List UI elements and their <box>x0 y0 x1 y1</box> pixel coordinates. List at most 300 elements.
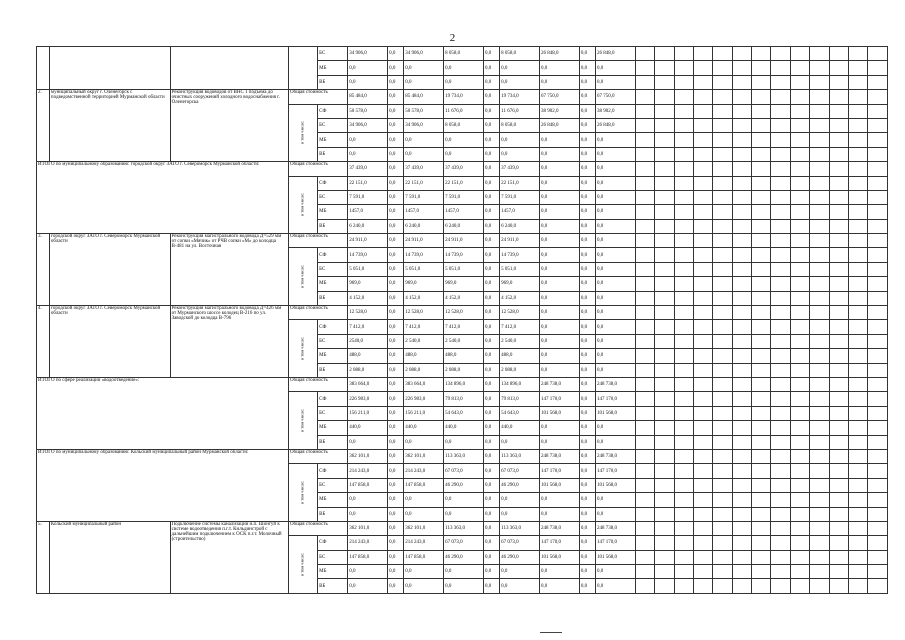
value-cell: 0,0 <box>579 47 595 61</box>
value-cell: 0,0 <box>483 205 499 219</box>
empty-cell <box>810 320 829 334</box>
empty-cell <box>752 377 771 391</box>
empty-cell <box>848 406 867 420</box>
empty-cell <box>868 47 888 61</box>
empty-cell <box>713 550 732 564</box>
empty-cell <box>868 435 888 449</box>
table-row-total <box>37 306 888 320</box>
value-cell: 46 290,0 <box>500 550 540 564</box>
funding-source-code: ВБ <box>318 291 348 305</box>
empty-cell <box>674 493 693 507</box>
empty-cell <box>713 421 732 435</box>
empty-cell <box>790 320 809 334</box>
value-cell: 0,0 <box>483 493 499 507</box>
empty-cell <box>693 435 712 449</box>
value-cell: 362 101,0 <box>348 449 388 463</box>
value-cell: 67 750,0 <box>539 90 579 104</box>
empty-cell <box>829 406 848 420</box>
empty-cell <box>868 536 888 550</box>
value-cell: 0,0 <box>388 190 404 204</box>
municipality-name: городской округ ЗАТО г. Североморск Мурманской области <box>49 306 170 378</box>
empty-cell <box>752 421 771 435</box>
empty-cell <box>674 349 693 363</box>
value-cell: 226 983,0 <box>404 392 444 406</box>
empty-cell <box>713 176 732 190</box>
value-cell: 0,0 <box>483 550 499 564</box>
in-that-number-label <box>289 320 318 378</box>
empty-cell <box>752 565 771 579</box>
empty-cell <box>810 435 829 449</box>
empty-cell <box>810 234 829 248</box>
value-cell: 101 568,0 <box>539 406 579 420</box>
empty-cell <box>655 176 674 190</box>
empty-cell <box>693 118 712 132</box>
table-row-total <box>37 162 888 176</box>
value-cell: 0,0 <box>539 565 579 579</box>
empty-cell <box>732 205 751 219</box>
empty-cell <box>635 61 654 75</box>
value-cell: 2 088,0 <box>348 363 388 377</box>
empty-cell <box>868 291 888 305</box>
empty-cell <box>713 478 732 492</box>
value-cell: 226 983,0 <box>348 392 388 406</box>
value-cell: 0,0 <box>388 507 404 521</box>
value-cell: 0,0 <box>483 176 499 190</box>
value-cell: 147 170,0 <box>539 464 579 478</box>
empty-cell <box>674 579 693 593</box>
empty-cell <box>713 392 732 406</box>
value-cell: 22 151,0 <box>444 176 484 190</box>
empty-cell <box>868 277 888 291</box>
empty-cell <box>790 205 809 219</box>
empty-cell <box>732 550 751 564</box>
empty-cell <box>771 363 790 377</box>
empty-cell <box>635 435 654 449</box>
empty-cell <box>752 133 771 147</box>
value-cell: 0,0 <box>388 248 404 262</box>
municipality-name <box>49 47 170 90</box>
empty-cell <box>829 478 848 492</box>
empty-cell <box>635 421 654 435</box>
empty-cell <box>693 421 712 435</box>
empty-cell <box>655 320 674 334</box>
empty-cell <box>732 291 751 305</box>
empty-cell <box>635 536 654 550</box>
funding-source-code: МБ <box>318 133 348 147</box>
empty-cell <box>771 205 790 219</box>
value-cell: 0,0 <box>388 521 404 535</box>
empty-cell <box>868 234 888 248</box>
row-number: 4. <box>37 306 50 378</box>
empty-cell <box>732 507 751 521</box>
value-cell: 248 738,0 <box>539 377 579 391</box>
empty-cell <box>868 579 888 593</box>
empty-cell <box>868 493 888 507</box>
value-cell: 0,0 <box>579 205 595 219</box>
empty-cell <box>693 219 712 233</box>
empty-cell <box>713 363 732 377</box>
empty-cell <box>829 421 848 435</box>
funding-source-code: МБ <box>318 565 348 579</box>
empty-cell <box>810 262 829 276</box>
empty-cell <box>635 306 654 320</box>
empty-cell <box>810 133 829 147</box>
value-cell: 12 528,0 <box>348 306 388 320</box>
empty-cell <box>693 248 712 262</box>
empty-cell <box>829 392 848 406</box>
value-cell: 0,0 <box>388 133 404 147</box>
value-cell: 0,0 <box>579 147 595 161</box>
empty-cell <box>829 377 848 391</box>
empty-cell <box>848 104 867 118</box>
page-bottom-mark <box>540 632 562 633</box>
empty-cell <box>732 277 751 291</box>
empty-cell <box>848 579 867 593</box>
empty-cell <box>868 262 888 276</box>
value-cell: 37 439,0 <box>404 162 444 176</box>
empty-cell <box>868 349 888 363</box>
empty-cell <box>810 277 829 291</box>
empty-cell <box>829 320 848 334</box>
empty-cell <box>655 234 674 248</box>
empty-cell <box>693 75 712 89</box>
empty-cell <box>771 521 790 535</box>
value-cell: 0,0 <box>388 162 404 176</box>
value-cell: 22 151,0 <box>348 176 388 190</box>
empty-cell <box>829 565 848 579</box>
empty-cell <box>693 579 712 593</box>
value-cell: 0,0 <box>579 435 595 449</box>
value-cell: 0,0 <box>579 61 595 75</box>
empty-cell <box>868 478 888 492</box>
in-that-number-text: в том числе: <box>299 120 305 145</box>
empty-cell <box>655 579 674 593</box>
empty-cell <box>771 47 790 61</box>
funding-source-code: СФ <box>318 176 348 190</box>
value-cell: 0,0 <box>483 464 499 478</box>
empty-cell <box>713 435 732 449</box>
empty-cell <box>752 291 771 305</box>
empty-cell <box>713 90 732 104</box>
empty-cell <box>732 521 751 535</box>
value-cell: 14 739,0 <box>500 248 540 262</box>
value-cell: 0,0 <box>388 147 404 161</box>
empty-cell <box>713 190 732 204</box>
empty-cell <box>732 464 751 478</box>
empty-cell <box>790 248 809 262</box>
empty-cell <box>848 306 867 320</box>
empty-cell <box>752 449 771 463</box>
empty-cell <box>655 406 674 420</box>
value-cell: 383 664,0 <box>348 377 388 391</box>
empty-cell <box>732 478 751 492</box>
value-cell: 969,0 <box>500 277 540 291</box>
value-cell: 440,0 <box>404 421 444 435</box>
value-cell: 147 170,0 <box>595 392 635 406</box>
total-cost-label: Общая стоимость <box>289 162 348 176</box>
value-cell: 0,0 <box>579 248 595 262</box>
empty-cell <box>868 565 888 579</box>
empty-cell <box>635 320 654 334</box>
value-cell: 67 073,0 <box>500 536 540 550</box>
empty-cell <box>848 90 867 104</box>
project-description: Подключение системы канализации н.п. Шонгуй к системе водоотведения п.г.т. Кильдинстрой с дальнейшим подключением к ОСК п.г.т. Молочный (строительство) <box>170 521 288 593</box>
empty-cell <box>655 435 674 449</box>
value-cell: 0,0 <box>595 565 635 579</box>
empty-cell <box>752 406 771 420</box>
empty-cell <box>752 363 771 377</box>
value-cell: 0,0 <box>388 277 404 291</box>
empty-cell <box>732 234 751 248</box>
value-cell: 0,0 <box>595 306 635 320</box>
empty-cell <box>674 162 693 176</box>
empty-cell <box>732 449 751 463</box>
empty-cell <box>848 162 867 176</box>
value-cell: 0,0 <box>483 47 499 61</box>
value-cell: 24 911,0 <box>404 234 444 248</box>
value-cell: 0,0 <box>388 234 404 248</box>
empty-cell <box>790 262 809 276</box>
empty-cell <box>732 363 751 377</box>
empty-cell <box>752 277 771 291</box>
empty-cell <box>752 536 771 550</box>
value-cell: 0,0 <box>500 507 540 521</box>
value-cell: 214 243,0 <box>348 536 388 550</box>
empty-cell <box>829 464 848 478</box>
empty-cell <box>790 90 809 104</box>
value-cell: 4 152,0 <box>404 291 444 305</box>
empty-cell <box>752 162 771 176</box>
value-cell: 46 290,0 <box>444 550 484 564</box>
value-cell: 7 412,0 <box>500 320 540 334</box>
empty-cell <box>790 104 809 118</box>
value-cell: 0,0 <box>539 190 579 204</box>
empty-cell <box>674 507 693 521</box>
value-cell: 0,0 <box>388 377 404 391</box>
value-cell: 0,0 <box>348 75 388 89</box>
empty-cell <box>752 478 771 492</box>
value-cell: 0,0 <box>579 392 595 406</box>
empty-cell <box>732 90 751 104</box>
value-cell: 0,0 <box>388 406 404 420</box>
empty-cell <box>771 90 790 104</box>
empty-cell <box>693 334 712 348</box>
value-cell: 12 528,0 <box>500 306 540 320</box>
empty-cell <box>713 277 732 291</box>
empty-cell <box>848 334 867 348</box>
value-cell: 0,0 <box>579 507 595 521</box>
value-cell: 0,0 <box>539 363 579 377</box>
value-cell: 2 540,0 <box>500 334 540 348</box>
value-cell: 24 911,0 <box>444 234 484 248</box>
value-cell: 0,0 <box>444 493 484 507</box>
value-cell: 0,0 <box>579 75 595 89</box>
empty-cell <box>848 363 867 377</box>
value-cell: 0,0 <box>539 421 579 435</box>
empty-cell <box>732 219 751 233</box>
value-cell: 0,0 <box>539 162 579 176</box>
empty-cell <box>868 162 888 176</box>
empty-cell <box>635 190 654 204</box>
value-cell: 969,0 <box>404 277 444 291</box>
empty-cell <box>790 47 809 61</box>
total-cost-label: Общая стоимость <box>289 521 348 535</box>
value-cell: 0,0 <box>404 133 444 147</box>
empty-cell <box>790 478 809 492</box>
empty-cell <box>732 334 751 348</box>
empty-cell <box>752 349 771 363</box>
value-cell: 0,0 <box>483 579 499 593</box>
empty-cell <box>848 377 867 391</box>
value-cell: 7 412,0 <box>444 320 484 334</box>
empty-cell <box>848 536 867 550</box>
empty-cell <box>732 61 751 75</box>
empty-cell <box>829 75 848 89</box>
value-cell: 488,0 <box>500 349 540 363</box>
value-cell: 0,0 <box>444 75 484 89</box>
empty-cell <box>732 262 751 276</box>
empty-cell <box>674 219 693 233</box>
value-cell: 1457,0 <box>404 205 444 219</box>
empty-cell <box>790 435 809 449</box>
empty-cell <box>713 507 732 521</box>
empty-cell <box>635 449 654 463</box>
empty-cell <box>732 565 751 579</box>
empty-cell <box>868 507 888 521</box>
value-cell: 46 290,0 <box>444 478 484 492</box>
value-cell: 54 643,0 <box>500 406 540 420</box>
value-cell: 101 568,0 <box>539 550 579 564</box>
value-cell: 0,0 <box>388 392 404 406</box>
value-cell: 0,0 <box>579 550 595 564</box>
empty-cell <box>655 550 674 564</box>
value-cell: 79 813,0 <box>500 392 540 406</box>
value-cell: 0,0 <box>388 176 404 190</box>
value-cell: 0,0 <box>483 219 499 233</box>
value-cell: 488,0 <box>404 349 444 363</box>
empty-cell <box>693 147 712 161</box>
empty-cell <box>655 565 674 579</box>
empty-cell <box>655 334 674 348</box>
empty-cell <box>635 349 654 363</box>
value-cell: 67 073,0 <box>500 464 540 478</box>
value-cell: 11 676,0 <box>444 104 484 118</box>
empty-cell <box>674 478 693 492</box>
empty-cell <box>655 147 674 161</box>
empty-cell <box>635 75 654 89</box>
empty-cell <box>752 435 771 449</box>
empty-cell <box>674 248 693 262</box>
empty-cell <box>771 277 790 291</box>
empty-cell <box>868 392 888 406</box>
value-cell: 134 896,0 <box>500 377 540 391</box>
value-cell: 147 858,0 <box>404 550 444 564</box>
value-cell: 85 484,0 <box>348 90 388 104</box>
row-number: 2. <box>37 90 50 162</box>
empty-cell <box>635 565 654 579</box>
empty-cell <box>868 118 888 132</box>
empty-cell <box>713 449 732 463</box>
empty-cell <box>829 277 848 291</box>
value-cell: 0,0 <box>444 507 484 521</box>
empty-cell <box>713 536 732 550</box>
empty-cell <box>693 392 712 406</box>
empty-cell <box>655 277 674 291</box>
value-cell: 24 911,0 <box>348 234 388 248</box>
value-cell: 0,0 <box>539 75 579 89</box>
empty-cell <box>790 565 809 579</box>
empty-cell <box>829 248 848 262</box>
empty-cell <box>810 579 829 593</box>
empty-cell <box>829 47 848 61</box>
empty-cell <box>655 118 674 132</box>
empty-cell <box>693 536 712 550</box>
empty-cell <box>693 176 712 190</box>
empty-cell <box>848 248 867 262</box>
value-cell: 2 540,0 <box>404 334 444 348</box>
value-cell: 0,0 <box>579 334 595 348</box>
empty-cell <box>752 392 771 406</box>
total-summary-label: ИТОГО по сфере реализации «водоотведение»: <box>37 377 289 449</box>
in-that-number-label <box>289 392 318 450</box>
empty-cell <box>635 90 654 104</box>
empty-cell <box>674 363 693 377</box>
empty-cell <box>674 421 693 435</box>
empty-cell <box>693 449 712 463</box>
project-description <box>170 47 288 90</box>
value-cell: 0,0 <box>483 234 499 248</box>
empty-cell <box>655 421 674 435</box>
project-description: Реконструкция магистрального водовода Д=426 мм от Мурманского шоссе колодец В-216 по ул. Заводской до колодца В-796 <box>170 306 288 378</box>
value-cell: 0,0 <box>444 147 484 161</box>
value-cell: 34 906,0 <box>404 118 444 132</box>
empty-cell <box>635 262 654 276</box>
empty-cell <box>848 507 867 521</box>
value-cell: 0,0 <box>579 377 595 391</box>
empty-cell <box>674 392 693 406</box>
empty-cell <box>810 406 829 420</box>
in-that-number-label <box>289 47 318 90</box>
total-cost-label: Общая стоимость <box>289 234 348 248</box>
empty-cell <box>829 205 848 219</box>
empty-cell <box>732 118 751 132</box>
empty-cell <box>693 190 712 204</box>
value-cell: 362 101,0 <box>348 521 388 535</box>
empty-cell <box>752 550 771 564</box>
value-cell: 0,0 <box>595 147 635 161</box>
empty-cell <box>732 377 751 391</box>
funding-source-code: СФ <box>318 104 348 118</box>
empty-cell <box>829 507 848 521</box>
empty-cell <box>693 493 712 507</box>
empty-cell <box>771 550 790 564</box>
value-cell: 0,0 <box>348 61 388 75</box>
empty-cell <box>693 377 712 391</box>
value-cell: 14 739,0 <box>348 248 388 262</box>
empty-cell <box>655 205 674 219</box>
value-cell: 0,0 <box>388 435 404 449</box>
value-cell: 0,0 <box>444 133 484 147</box>
empty-cell <box>655 306 674 320</box>
value-cell: 0,0 <box>483 262 499 276</box>
value-cell: 79 813,0 <box>444 392 484 406</box>
value-cell: 0,0 <box>595 133 635 147</box>
empty-cell <box>674 205 693 219</box>
table-row-total <box>37 234 888 248</box>
empty-cell <box>713 205 732 219</box>
empty-cell <box>829 363 848 377</box>
empty-cell <box>635 406 654 420</box>
